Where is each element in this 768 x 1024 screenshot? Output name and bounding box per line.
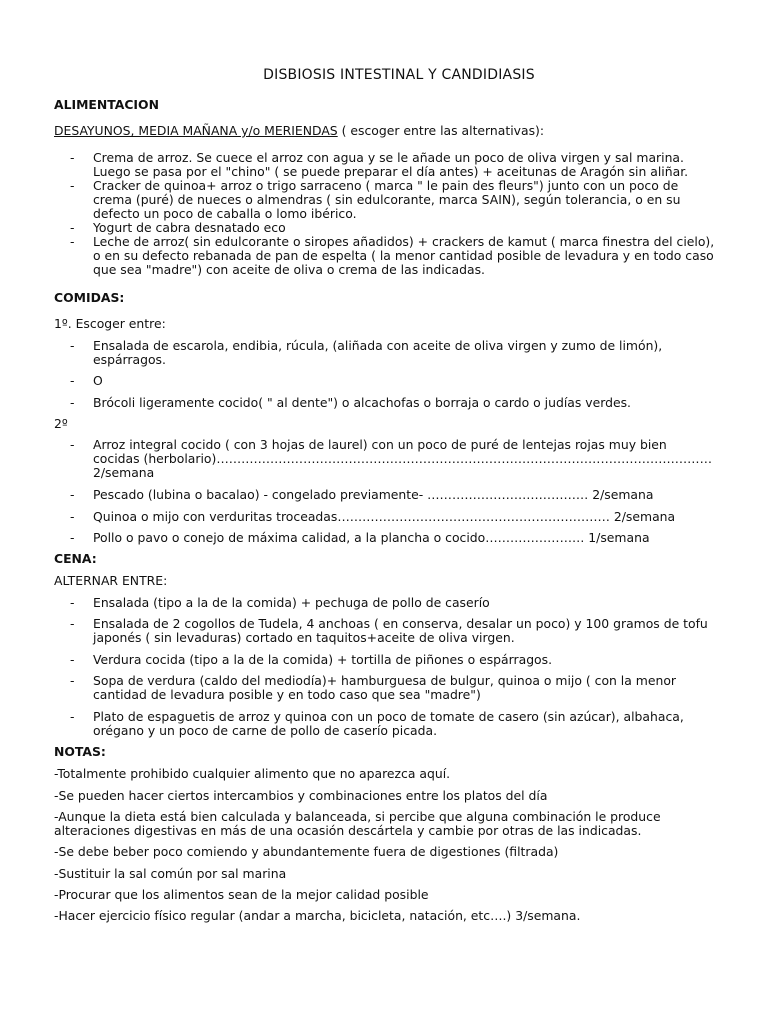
section-cena: CENA: — [54, 551, 97, 566]
note-item: -Se pueden hacer ciertos intercambios y combinaciones entre los platos del día — [54, 788, 548, 803]
section-comidas: COMIDAS: — [54, 290, 125, 305]
section-notas: NOTAS: — [54, 744, 106, 759]
desayunos-heading-line — [54, 124, 544, 138]
document-title: DISBIOSIS INTESTINAL Y CANDIDIASIS — [263, 67, 535, 83]
desayunos-heading: DESAYUNOS, MEDIA MAÑANA y/o MERIENDAS — [54, 123, 338, 138]
note-item: -Hacer ejercicio físico regular (andar a marcha, bicicleta, natación, etc….) 3/semana. — [54, 908, 581, 923]
comidas-segundo: 2º — [54, 416, 68, 431]
note-item: -Procurar que los alimentos sean de la mejor calidad posible — [54, 887, 429, 902]
comidas-primero: 1º. Escoger entre: — [54, 316, 166, 331]
section-alimentacion: ALIMENTACION — [54, 97, 159, 112]
note-item: -Sustituir la sal común por sal marina — [54, 866, 287, 881]
note-item: -Se debe beber poco comiendo y abundantemente fuera de digestiones (filtrada) — [54, 844, 559, 859]
cena-alternar: ALTERNAR ENTRE: — [54, 573, 168, 588]
note-item: -Aunque la dieta está bien calculada y balanceada, si percibe que alguna combinación le produce alteraciones digestivas en más de una ocasión descártela y cambie por otras de las indicadas. — [54, 809, 661, 839]
desayunos-note: ( escoger entre las alternativas): — [337, 123, 545, 138]
note-item: -Totalmente prohibido cualquier alimento que no aparezca aquí. — [54, 766, 451, 781]
